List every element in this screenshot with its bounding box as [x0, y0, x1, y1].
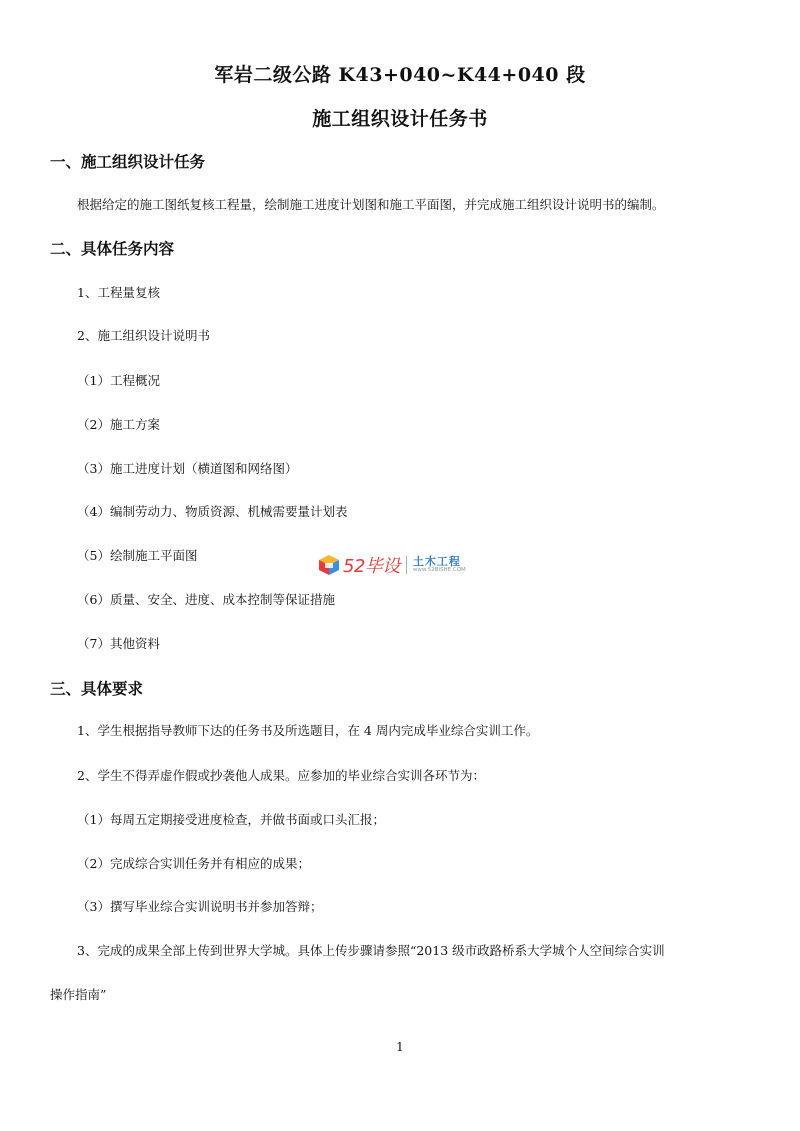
watermark-divider	[406, 556, 407, 574]
watermark-subtitle: 土木工程	[412, 555, 461, 569]
list-item: （6）质量、安全、进度、成本控制等保证措施	[77, 592, 335, 607]
section-heading-content: 二、具体任务内容	[50, 239, 175, 258]
watermark	[318, 553, 466, 577]
section-heading-task: 一、施工组织设计任务	[50, 152, 206, 171]
list-item: 2、学生不得弄虚作假或抄袭他人成果。应参加的毕业综合实训各环节为：	[77, 768, 485, 783]
watermark-brand: 52毕设	[343, 556, 400, 577]
watermark-right	[413, 556, 466, 574]
list-item-continuation: 操作指南”	[50, 987, 107, 1002]
document-title-line2: 施工组织设计任务书	[312, 108, 488, 130]
list-item: （3）撰写毕业综合实训说明书并参加答辩；	[77, 899, 323, 914]
list-item: （4）编制劳动力、物质资源、机械需要量计划表	[77, 504, 348, 519]
list-item: 3、完成的成果全部上传到世界大学城。具体上传步骤请参照“2013 级市政路桥系大学城个人空间综合实训	[77, 943, 665, 958]
watermark-url: www.52BISHE.COM	[412, 567, 466, 574]
list-item: （2）施工方案	[77, 417, 160, 432]
list-item: 2、施工组织设计说明书	[77, 328, 210, 343]
cube-logo-icon	[318, 554, 340, 576]
page-number: 1	[396, 1040, 404, 1054]
list-item: （2）完成综合实训任务并有相应的成果；	[77, 856, 310, 871]
section-heading-requirements: 三、具体要求	[50, 679, 144, 698]
paragraph-task-description: 根据给定的施工图纸复核工程量，绘制施工进度计划图和施工平面图，并完成施工组织设计说明书的编制。	[77, 197, 665, 212]
list-item: 1、学生根据指导教师下达的任务书及所选题目，在 4 周内完成毕业综合实训工作。	[77, 723, 539, 738]
list-item: （7）其他资料	[77, 636, 160, 651]
list-item: 1、工程量复核	[77, 285, 160, 300]
list-item: （3）施工进度计划（横道图和网络图）	[77, 461, 298, 476]
list-item: （1）工程概况	[77, 373, 160, 388]
list-item: （5）绘制施工平面图	[77, 548, 198, 563]
document-title-line1: 军岩二级公路 K43+040~K44+040 段	[214, 64, 586, 86]
list-item: （1）每周五定期接受进度检查，并做书面或口头汇报；	[77, 812, 385, 827]
